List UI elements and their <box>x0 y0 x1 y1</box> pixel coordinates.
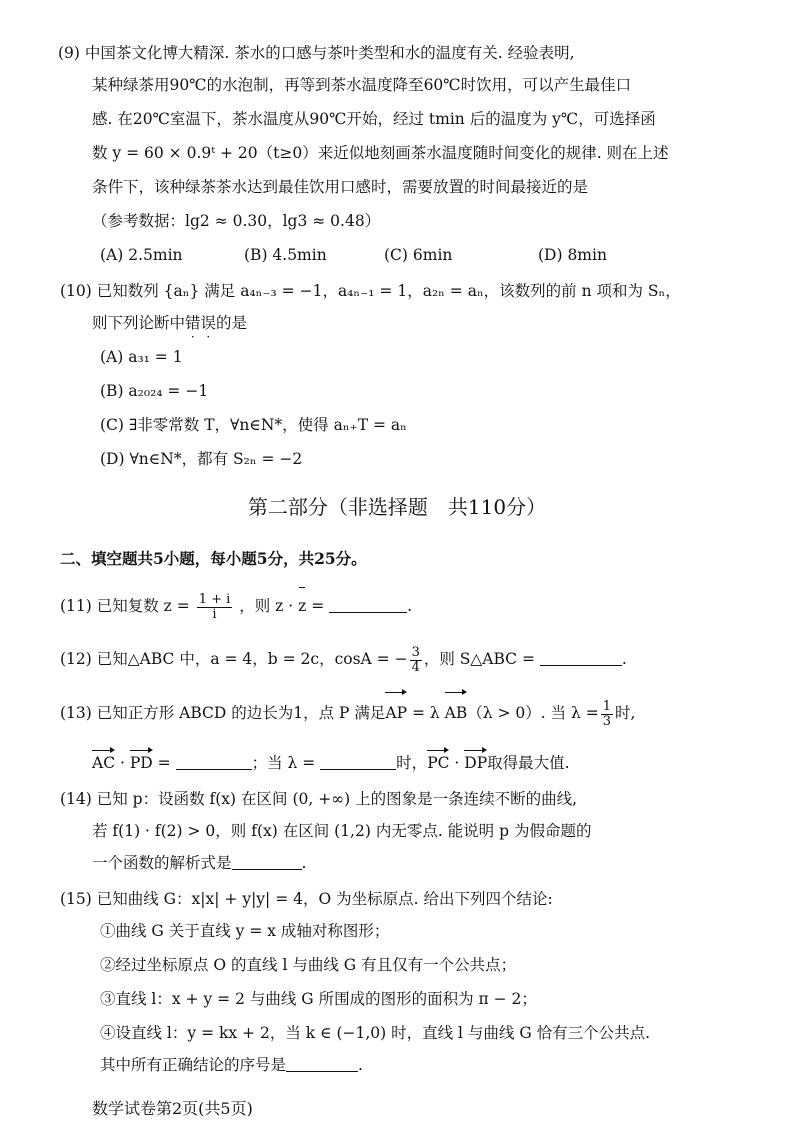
q11-fraction-numerator: 1 + i <box>198 591 231 607</box>
vector-pc: PC <box>427 754 450 772</box>
q14-end: . <box>301 854 307 872</box>
q15-answer-blank[interactable] <box>286 1056 358 1072</box>
q14-answer-blank[interactable] <box>232 854 302 870</box>
q15-last-text: 其中所有正确结论的序号是 <box>100 1056 287 1074</box>
q13-cond: （λ > 0）. 当 λ = <box>467 704 599 722</box>
q15-item-1: ①曲线 G 关于直线 y = x 成轴对称图形； <box>100 922 390 940</box>
q10-option-a: (A) a₃₁ = 1 <box>100 348 183 366</box>
q10-line-2 <box>92 312 247 334</box>
q10-emphasis-2: 误 <box>200 314 217 332</box>
q15-last-line <box>100 1054 363 1076</box>
q15-end: . <box>358 1056 363 1074</box>
q15-line-1: (15) 已知曲线 G：x|x| + y|y| = 4，O 为坐标原点. 给出下列四个结论: <box>60 890 553 908</box>
q12-mid: ，则 S△ABC = <box>423 650 535 668</box>
q15-item-4: ④设直线 l：y = kx + 2，当 k ∈ (−1,0) 时，直线 l 与曲线 G 恰有三个公共点. <box>100 1024 651 1042</box>
q11-conjugate-z: z <box>298 588 306 624</box>
q12-prefix: (12) 已知△ABC 中，a = 4，b = 2c，cosA = − <box>60 650 408 668</box>
q13-prefix: (13) 已知正方形 ABCD 的边长为1，点 P 满足 <box>60 704 386 722</box>
q11-fraction <box>197 593 233 622</box>
q14-line-2: 若 f(1) · f(2) > 0，则 f(x) 在区间 (1,2) 内无零点. 能说明 p 为假命题的 <box>92 822 592 840</box>
q13-dot-2: · <box>449 754 465 772</box>
q13-fraction-denominator: 3 <box>602 713 612 729</box>
q9-line-5: 条件下，该种绿茶茶水达到最佳饮用口感时，需要放置的时间最接近的是 <box>92 178 589 196</box>
vector-ap: AP <box>385 694 407 732</box>
q9-line-1: (9) 中国茶文化博大精深. 茶水的口感与茶叶类型和水的温度有关. 经验表明, <box>58 44 575 62</box>
q13-eq-2: = <box>152 754 171 772</box>
q11-answer-blank[interactable] <box>329 597 407 613</box>
q13-when: 时, <box>615 704 636 722</box>
q14-line-3-text: 一个函数的解析式是 <box>92 854 232 872</box>
vector-dp: DP <box>464 754 488 772</box>
q9-option-d: (D) 8min <box>538 246 607 264</box>
vector-ac: AC <box>92 754 116 772</box>
q15-item-2: ②经过坐标原点 O 的直线 l 与曲线 G 有且仅有一个公共点； <box>100 956 517 974</box>
q13-fraction-numerator: 1 <box>602 698 612 714</box>
q10-line-2-prefix: 则下列论断中 <box>92 314 186 332</box>
q13-dot-1: · <box>115 754 130 772</box>
vector-pd: PD <box>129 754 153 772</box>
q13-line-1 <box>60 694 635 732</box>
q13-answer-blank-1[interactable] <box>176 754 252 770</box>
q13-fraction <box>601 700 613 729</box>
q11-mid: ，则 z · <box>239 597 299 615</box>
q11-suffix: = <box>306 597 325 615</box>
q9-option-a: (A) 2.5min <box>100 246 183 264</box>
q10-option-c: (C) ∃非零常数 T，∀n∈N*，使得 aₙ₊T = aₙ <box>100 416 407 434</box>
q11-prefix: (11) 已知复数 z = <box>60 597 190 615</box>
q12-answer-blank[interactable] <box>540 650 622 666</box>
q10-emphasis-1: 错 <box>185 314 201 332</box>
q12-end: . <box>621 650 627 668</box>
q14-line-1: (14) 已知 p：设函数 f(x) 在区间 (0, +∞) 上的图象是一条连续不断的曲线, <box>60 790 578 808</box>
q14-line-3 <box>92 852 306 874</box>
q13-answer-blank-2[interactable] <box>320 754 396 770</box>
q15-item-3: ③直线 l：x + y = 2 与曲线 G 所围成的图形的面积为 π − 2； <box>100 990 537 1008</box>
q12-fraction <box>410 646 422 675</box>
q10-option-d: (D) ∀n∈N*，都有 S₂ₙ = −2 <box>100 450 303 468</box>
q10-line-2-suffix: 的是 <box>216 314 248 332</box>
part2-title: 第二部分（非选择题 共110分） <box>247 495 547 519</box>
q11-line <box>60 588 412 624</box>
q9-line-2: 某种绿茶用90℃的水泡制，再等到茶水温度降至60℃时饮用，可以产生最佳口 <box>92 76 632 94</box>
q12-line <box>60 640 627 678</box>
q12-fraction-denominator: 4 <box>411 659 420 675</box>
vector-ab: AB <box>445 694 468 732</box>
q13-eq: = λ <box>407 704 445 722</box>
q13-line-2 <box>92 752 570 774</box>
q12-fraction-numerator: 3 <box>411 644 420 660</box>
q9-option-c: (C) 6min <box>384 246 453 264</box>
q11-end: . <box>407 597 413 615</box>
q11-fraction-denominator: i <box>212 606 217 622</box>
q9-line-3: 感. 在20℃室温下，茶水温度从90℃开始，经过 tmin 后的温度为 y℃，可选择函 <box>92 110 656 128</box>
q10-option-b: (B) a₂₀₂₄ = −1 <box>100 382 209 400</box>
q13-shi: 时， <box>396 754 428 772</box>
q9-line-4: 数 y = 60 × 0.9ᵗ + 20（t≥0）来近似地刻画茶水温度随时间变化的规律. 则在上述 <box>92 144 669 162</box>
q9-line-6: （参考数据：lg2 ≈ 0.30，lg3 ≈ 0.48） <box>92 212 381 230</box>
section2-title: 二、填空题共5小题，每小题5分，共25分。 <box>60 549 367 568</box>
q13-max: 取得最大值. <box>487 754 570 772</box>
q9-option-b: (B) 4.5min <box>244 246 327 264</box>
q13-semi: ；当 λ = <box>251 754 316 772</box>
page-footer: 数学试卷第2页(共5页) <box>92 1099 253 1118</box>
q10-line-1: (10) 已知数列 {aₙ} 满足 a₄ₙ₋₃ = −1，a₄ₙ₋₁ = 1，a₂ₙ = aₙ，该数列的前 n 项和为 Sₙ， <box>60 282 681 300</box>
